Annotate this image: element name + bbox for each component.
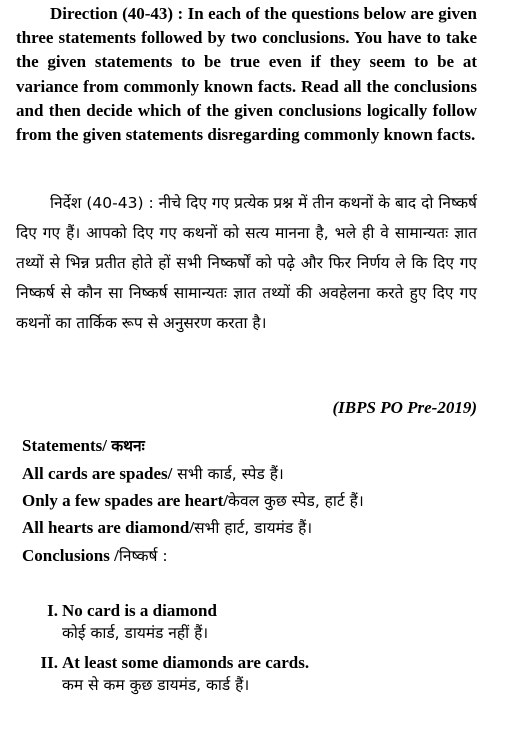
statement-1-en: All cards are spades/ bbox=[22, 464, 173, 483]
conclusion-1-hi: कोई कार्ड, डायमंड नहीं हैं। bbox=[62, 624, 209, 642]
statement-3-hi: सभी हार्ट, डायमंड हैं। bbox=[194, 519, 313, 537]
conclusions-heading-hi: निष्कर्ष : bbox=[118, 547, 168, 565]
statement-3 bbox=[22, 516, 482, 540]
statement-2-en: Only a few spades are heart/ bbox=[22, 491, 229, 510]
statement-1-hi: सभी कार्ड, स्पेड हैं। bbox=[172, 465, 284, 483]
conclusion-2-hi: कम से कम कुछ डायमंड, कार्ड हैं। bbox=[62, 676, 250, 694]
conclusion-1-number: I. bbox=[47, 601, 58, 620]
conclusion-2-number: II. bbox=[40, 653, 58, 672]
statements-block bbox=[22, 434, 482, 572]
conclusion-2 bbox=[30, 652, 309, 696]
statements-heading-hi: कथनः bbox=[111, 437, 145, 455]
conclusions-heading bbox=[22, 544, 482, 568]
conclusion-1 bbox=[30, 600, 217, 644]
direction-hindi: निर्देश (40-43) : नीचे दिए गए प्रत्येक प्रश्न में तीन कथनों के बाद दो निष्कर्ष दिए गए हैं। आपको दिए गए कथनों को सत्य मानना है, भले ही वे सामान्यतः ज्ञात तथ्यों से भिन्न प्रतीत होते हों सभी निष्कर्षों को पढ़े और फिर निर्णय ले कि दिए गए निष्कर्ष से कौन सा निष्कर्ष सामान्यतः ज्ञात तथ्यों की अवहेलना करते हुए दिए गए कथनों का तार्किक रूप से अनुसरण करता है। bbox=[16, 194, 477, 332]
exam-source: (IBPS PO Pre-2019) bbox=[332, 398, 477, 417]
direction-english: Direction (40-43) : In each of the questions below are given three statements followed by two conclusions. You have to take the given statements to be true even if they seem to be at variance from commonly known facts. Read all the conclusions and then decide which of the given conclusions logically follow from the given statements disregarding commonly known facts. bbox=[16, 4, 477, 145]
conclusion-2-en: At least some diamonds are cards. bbox=[62, 653, 310, 672]
conclusion-1-en: No card is a diamond bbox=[62, 601, 217, 620]
statement-2 bbox=[22, 490, 482, 512]
statement-1 bbox=[22, 462, 482, 486]
conclusions-heading-en: Conclusions / bbox=[22, 546, 119, 565]
statements-heading bbox=[22, 434, 482, 458]
statements-heading-en: Statements/ bbox=[22, 436, 112, 455]
statement-2-hi: केवल कुछ स्पेड, हार्ट हैं। bbox=[228, 492, 364, 510]
statement-3-en: All hearts are diamond/ bbox=[22, 518, 195, 537]
